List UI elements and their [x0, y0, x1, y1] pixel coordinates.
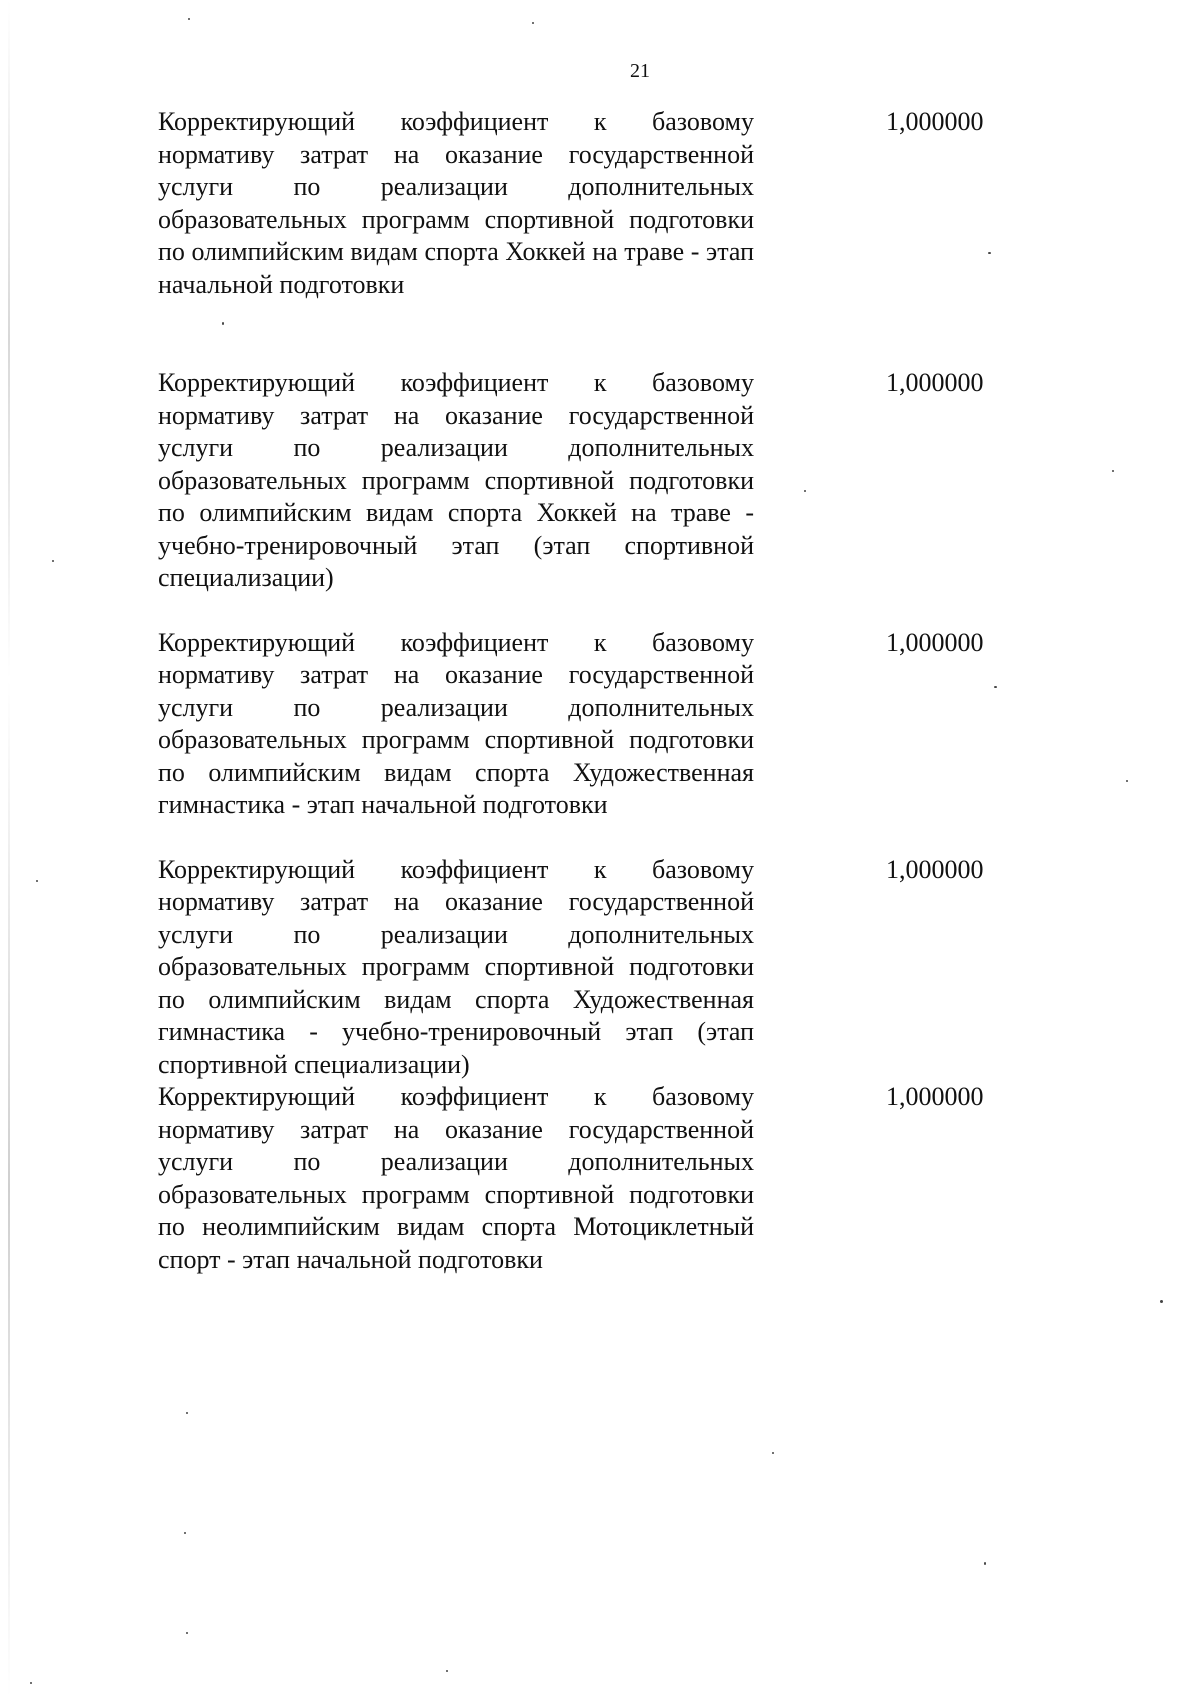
coefficient-description: Корректирующий коэффициент к базовому нормативу затрат на оказание государственной услуги по реализации дополнительных образовательных программ спортивной подготовки по олимпийским видам спорта Хоккей на траве - учебно-тренировочный этап (этап спортивной специализации): [158, 368, 754, 592]
scan-speck: [36, 880, 38, 882]
scan-speck: [804, 490, 806, 492]
scan-speck: [532, 22, 534, 24]
scan-speck: [772, 1452, 774, 1454]
scan-speck: [994, 686, 997, 688]
coefficient-entry: [158, 367, 1058, 595]
coefficient-entry: [158, 854, 1058, 1082]
scan-speck: [188, 18, 190, 20]
coefficient-entry: [158, 106, 1058, 301]
page-number: 21: [630, 60, 650, 82]
scan-edge-shadow: [8, 0, 10, 1698]
scan-speck: [446, 1670, 448, 1672]
coefficient-description: Корректирующий коэффициент к базовому нормативу затрат на оказание государственной услуги по реализации дополнительных образовательных программ спортивной подготовки по олимпийским видам спорта Художественная гимнастика - этап начальной подготовки: [158, 627, 754, 819]
scan-speck: [1112, 470, 1114, 472]
coefficient-list: [158, 106, 1058, 1276]
coefficient-value: 1,000000: [886, 368, 984, 397]
scan-speck: [186, 1632, 188, 1634]
coefficient-description: Корректирующий коэффициент к базовому нормативу затрат на оказание государственной услуги по реализации дополнительных образовательных программ спортивной подготовки по олимпийским видам спорта Художественная гимнастика - учебно-тренировочный этап (этап спортивной специализации): [158, 854, 754, 1079]
scan-speck: [184, 1532, 186, 1534]
scan-speck: [222, 322, 224, 325]
scan-speck: [988, 252, 991, 254]
coefficient-value: 1,000000: [886, 107, 984, 136]
scan-speck: [30, 1682, 32, 1684]
scan-speck: [52, 560, 54, 562]
coefficient-entry: [158, 1081, 1058, 1276]
coefficient-value: 1,000000: [886, 854, 984, 884]
coefficient-entry: [158, 627, 1058, 822]
coefficient-description: Корректирующий коэффициент к базовому нормативу затрат на оказание государственной услуги по реализации дополнительных образовательных программ спортивной подготовки по неолимпийским видам спорта Мотоциклетный спорт - этап начальной подготовки: [158, 1082, 754, 1274]
scan-speck: [186, 1412, 188, 1414]
coefficient-value: 1,000000: [886, 1082, 984, 1111]
scan-speck: [984, 1562, 986, 1565]
scan-speck: [1126, 780, 1128, 782]
coefficient-value: 1,000000: [886, 627, 984, 657]
coefficient-description: Корректирующий коэффициент к базовому нормативу затрат на оказание государственной услуги по реализации дополнительных образовательных программ спортивной подготовки по олимпийским видам спорта Хоккей на траве - этап начальной подготовки: [158, 107, 754, 299]
scan-speck: [1160, 1300, 1163, 1303]
